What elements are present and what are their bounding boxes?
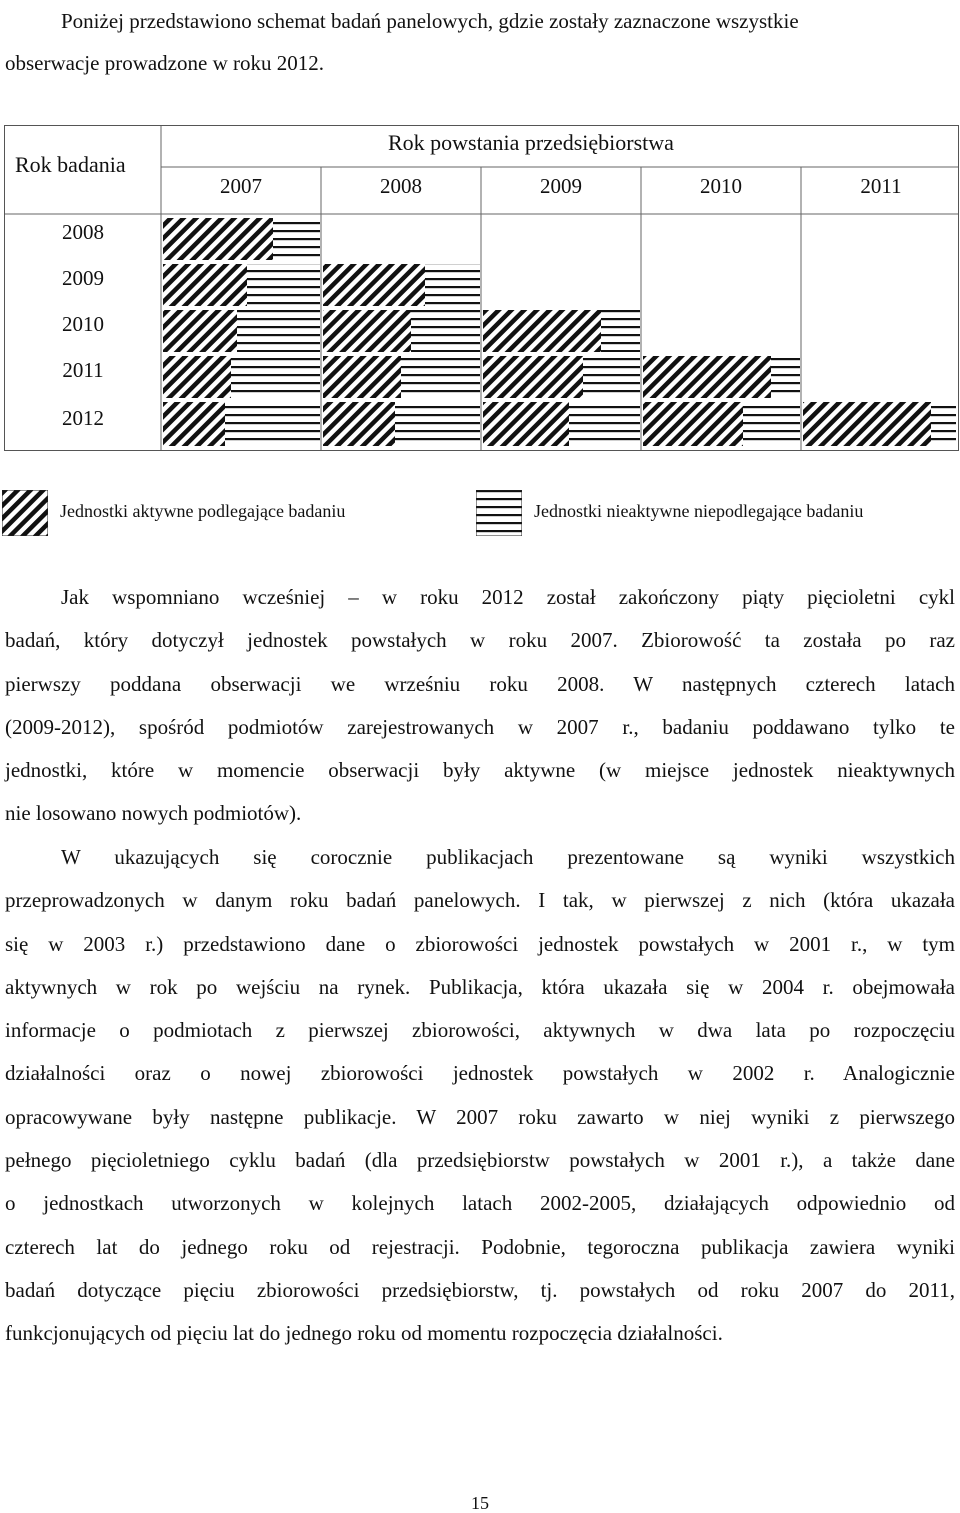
paragraph-2-line: badań dotyczące pięciu zbiorowości przedsiębiorstw, tj. powstałych od roku 2007 do 2011, <box>5 1277 955 1302</box>
column-label-2008: 2008 <box>380 174 422 198</box>
cell-2007-2008-inactive <box>273 218 320 260</box>
row-label-2009: 2009 <box>62 266 104 290</box>
intro-line-2: obserwacje prowadzone w roku 2012. <box>5 51 324 75</box>
active-pattern-swatch <box>2 490 48 536</box>
cell-2007-2012-active <box>163 402 225 446</box>
cell-2011-2012-active <box>803 402 931 446</box>
cell-2009-2010-active <box>483 310 601 352</box>
column-header: Rok powstania przedsiębiorstwa <box>388 130 674 155</box>
paragraph-2-line: aktywnych w rok po wejściu na rynek. Publikacja, która ukazała się w 2004 r. obejmowała <box>5 974 955 999</box>
paragraph-2-line: przeprowadzonych w danym roku badań panelowych. I tak, w pierwszej z nich (która ukazała <box>5 888 955 913</box>
cell-2009-2011-inactive <box>583 356 640 398</box>
page-number: 15 <box>471 1493 489 1513</box>
paragraph-2-line: czterech lat do jednego roku od rejestracji. Podobnie, tegoroczna publikacja zawiera wyniki <box>5 1234 955 1259</box>
column-label-2011: 2011 <box>860 174 902 198</box>
inactive-pattern-swatch <box>476 490 522 536</box>
cell-2008-2011-active <box>323 356 401 398</box>
paragraph-1-line: (2009-2012), spośród podmiotów zarejestrowanych w 2007 r., badaniu poddawano tylko te <box>5 714 955 739</box>
paragraph-2-line: opracowywane były następne publikacje. W 2007 roku zawarto w niej wyniki z pierwszego <box>5 1104 955 1129</box>
paragraph-1-line: badań, który dotyczył jednostek powstałych w roku 2007. Zbiorowość ta została po raz <box>5 628 955 653</box>
cell-2007-2011-active <box>163 356 231 398</box>
paragraph-2-line: pełnego pięcioletniego cyklu badań (dla przedsiębiorstw powstałych w 2001 r.), a także dane <box>5 1148 955 1173</box>
intro-paragraph <box>5 0 955 84</box>
paragraph-2-line: funkcjonujących od pięciu lat do jednego roku od momentu rozpoczęcia działalności. <box>5 1321 723 1346</box>
legend-active-label: Jednostki aktywne podlegające badaniu <box>60 501 346 521</box>
cell-2007-2009-inactive <box>247 264 320 306</box>
cell-2009-2011-active <box>483 356 583 398</box>
legend-inactive <box>476 490 946 536</box>
cell-2008-2012-active <box>323 402 395 446</box>
body-paragraph-2 <box>5 836 955 1356</box>
intro-line-1: Poniżej przedstawiono schemat badań panelowych, gdzie zostały zaznaczone wszystkie <box>61 9 799 33</box>
cell-2007-2010-inactive <box>237 310 320 352</box>
column-label-2009: 2009 <box>540 174 582 198</box>
body-paragraph-1 <box>5 576 955 836</box>
cell-2009-2010-inactive <box>601 310 640 352</box>
cell-2007-2009-active <box>163 264 247 306</box>
cell-2007-2008-active <box>163 218 273 260</box>
column-label-2007: 2007 <box>220 174 262 198</box>
cell-2011-2012-inactive <box>931 402 956 446</box>
paragraph-2-line: działalności oraz o nowej zbiorowości jednostek powstałych w 2002 r. Analogicznie <box>5 1061 955 1086</box>
paragraph-2-line: się w 2003 r.) przedstawiono dane o zbiorowości jednostek powstałych w 2001 r., w tym <box>5 931 955 956</box>
paragraph-1-line: jednostki, które w momencie obserwacji były aktywne (w miejsce jednostek nieaktywnych <box>5 758 955 783</box>
paragraph-2-line: informacje o podmiotach z pierwszej zbiorowości, aktywnych w dwa lata po rozpoczęciu <box>5 1018 955 1043</box>
cell-2007-2012-inactive <box>225 402 320 446</box>
cell-2008-2010-active <box>323 310 411 352</box>
cell-2008-2012-inactive <box>395 402 480 446</box>
cell-2010-2012-inactive <box>743 402 800 446</box>
cell-2010-2011-inactive <box>771 356 800 398</box>
cell-2008-2009-active <box>323 264 425 306</box>
cell-2007-2010-active <box>163 310 237 352</box>
row-label-2011: 2011 <box>62 358 104 382</box>
row-label-2008: 2008 <box>62 220 104 244</box>
row-label-2010: 2010 <box>62 312 104 336</box>
legend-active <box>0 490 420 536</box>
cell-2008-2010-inactive <box>411 310 480 352</box>
cell-2008-2011-inactive <box>401 356 480 398</box>
cell-2008-2009-inactive <box>425 264 480 306</box>
paragraph-2-line: o jednostkach utworzonych w kolejnych latach 2002-2005, działających odpowiednio od <box>5 1191 955 1216</box>
paragraph-1-line: nie losowano nowych podmiotów). <box>5 801 302 826</box>
cell-2007-2011-inactive <box>231 356 320 398</box>
cell-2009-2012-active <box>483 402 569 446</box>
cell-2010-2011-active <box>643 356 771 398</box>
row-label-2012: 2012 <box>62 406 104 430</box>
paragraph-1-line: pierwszy poddana obserwacji we wrześniu roku 2008. W następnych czterech latach <box>5 671 955 696</box>
legend-inactive-label: Jednostki nieaktywne niepodlegające badaniu <box>534 501 864 521</box>
panel-study-diagram <box>4 125 959 451</box>
column-label-2010: 2010 <box>700 174 742 198</box>
paragraph-2-line: W ukazujących się corocznie publikacjach prezentowane są wyniki wszystkich <box>61 845 955 869</box>
row-header: Rok badania <box>15 152 126 177</box>
paragraph-1-line: Jak wspomniano wcześniej – w roku 2012 został zakończony piąty pięcioletni cykl <box>61 585 955 609</box>
cell-2010-2012-active <box>643 402 743 446</box>
cell-2009-2012-inactive <box>569 402 640 446</box>
